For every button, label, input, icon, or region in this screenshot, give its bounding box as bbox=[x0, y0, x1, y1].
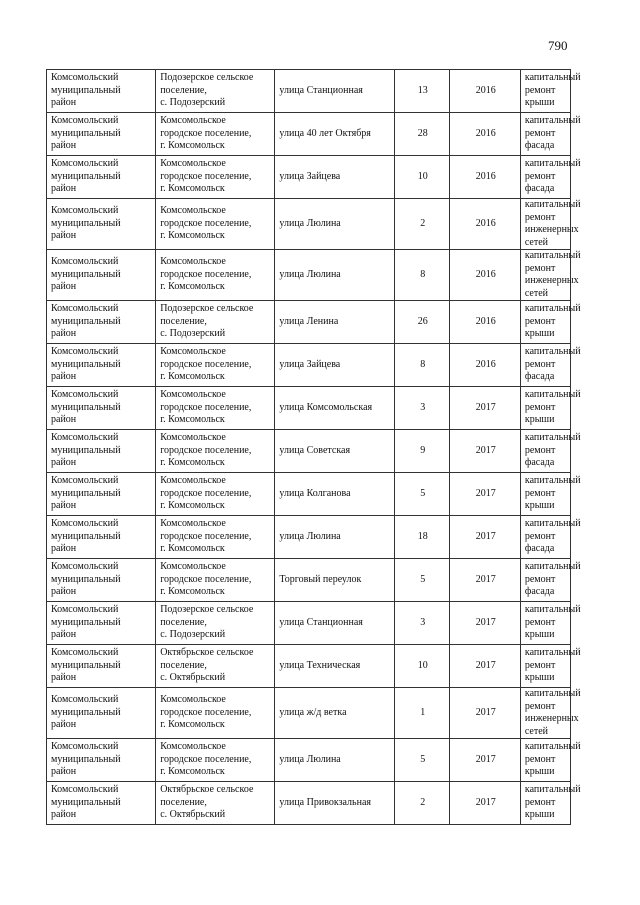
settlement-cell bbox=[156, 782, 275, 825]
street-cell bbox=[275, 156, 394, 199]
settlement-cell bbox=[156, 301, 275, 344]
district-cell-text: Комсомольский муниципальный район bbox=[51, 205, 121, 242]
settlement-cell bbox=[156, 156, 275, 199]
year-cell-text: 2017 bbox=[475, 573, 496, 585]
work-type-cell bbox=[520, 688, 581, 739]
street-cell bbox=[275, 113, 394, 156]
settlement-cell bbox=[156, 559, 275, 602]
year-cell bbox=[449, 430, 520, 473]
street-cell-text: улица Люлина bbox=[279, 217, 341, 229]
district-cell-text: Комсомольский муниципальный район bbox=[51, 115, 121, 152]
year-cell bbox=[449, 387, 520, 430]
house-number-cell-text: 8 bbox=[420, 358, 426, 370]
settlement-cell bbox=[156, 113, 275, 156]
table-row bbox=[47, 250, 571, 301]
district-cell bbox=[47, 430, 156, 473]
house-number-cell-text: 10 bbox=[417, 659, 428, 671]
street-cell-text: улица Зайцева bbox=[279, 170, 341, 182]
table-row bbox=[47, 559, 571, 602]
work-type-cell-text: капитальный ремонт крыши bbox=[524, 604, 581, 641]
work-type-cell-text: капитальный ремонт инженерных сетей bbox=[524, 688, 581, 737]
work-type-cell bbox=[520, 739, 581, 782]
street-cell-text: улица ж/д ветка bbox=[279, 706, 347, 718]
house-number-cell bbox=[394, 516, 449, 559]
settlement-cell-text: Комсомольское городское поселение, г. Комсомольск bbox=[160, 158, 252, 195]
street-cell-text: улица Советская bbox=[279, 444, 351, 456]
street-cell-text: улица Люлина bbox=[279, 530, 341, 542]
work-type-cell-text: капитальный ремонт инженерных сетей bbox=[524, 250, 581, 299]
house-number-cell-text: 10 bbox=[417, 170, 428, 182]
house-number-cell-text: 9 bbox=[420, 444, 426, 456]
house-number-cell bbox=[394, 559, 449, 602]
house-number-cell bbox=[394, 645, 449, 688]
district-cell bbox=[47, 739, 156, 782]
work-type-cell bbox=[520, 430, 581, 473]
year-cell-text: 2017 bbox=[475, 659, 496, 671]
house-number-cell bbox=[394, 156, 449, 199]
district-cell bbox=[47, 782, 156, 825]
year-cell-text: 2016 bbox=[475, 127, 496, 139]
district-cell-text: Комсомольский муниципальный район bbox=[51, 256, 121, 293]
table-row bbox=[47, 199, 571, 250]
house-number-cell bbox=[394, 430, 449, 473]
house-number-cell bbox=[394, 473, 449, 516]
house-number-cell bbox=[394, 782, 449, 825]
year-cell-text: 2016 bbox=[475, 84, 496, 96]
house-number-cell-text: 8 bbox=[420, 268, 426, 280]
district-cell bbox=[47, 645, 156, 688]
street-cell bbox=[275, 516, 394, 559]
work-type-cell-text: капитальный ремонт фасада bbox=[524, 561, 581, 598]
year-cell bbox=[449, 156, 520, 199]
district-cell bbox=[47, 199, 156, 250]
work-type-cell-text: капитальный ремонт крыши bbox=[524, 72, 581, 109]
table-row bbox=[47, 782, 571, 825]
settlement-cell bbox=[156, 516, 275, 559]
district-cell-text: Комсомольский муниципальный район bbox=[51, 741, 121, 778]
street-cell bbox=[275, 344, 394, 387]
year-cell-text: 2017 bbox=[475, 444, 496, 456]
house-number-cell bbox=[394, 250, 449, 301]
district-cell-text: Комсомольский муниципальный район bbox=[51, 475, 121, 512]
street-cell bbox=[275, 645, 394, 688]
house-number-cell bbox=[394, 199, 449, 250]
district-cell bbox=[47, 301, 156, 344]
year-cell bbox=[449, 473, 520, 516]
settlement-cell-text: Комсомольское городское поселение, г. Комсомольск bbox=[160, 205, 252, 242]
table-row bbox=[47, 473, 571, 516]
house-number-cell-text: 3 bbox=[420, 616, 426, 628]
work-type-cell bbox=[520, 156, 581, 199]
settlement-cell-text: Комсомольское городское поселение, г. Комсомольск bbox=[160, 518, 252, 555]
street-cell-text: улица Привокзальная bbox=[279, 796, 371, 808]
street-cell bbox=[275, 70, 394, 113]
street-cell-text: улица Ленина bbox=[279, 315, 339, 327]
year-cell-text: 2017 bbox=[475, 753, 496, 765]
house-number-cell-text: 28 bbox=[417, 127, 428, 139]
work-type-cell bbox=[520, 250, 581, 301]
work-type-cell bbox=[520, 113, 581, 156]
district-cell bbox=[47, 344, 156, 387]
settlement-cell bbox=[156, 250, 275, 301]
house-number-cell-text: 5 bbox=[420, 753, 426, 765]
district-cell bbox=[47, 156, 156, 199]
district-cell-text: Комсомольский муниципальный район bbox=[51, 432, 121, 469]
settlement-cell-text: Подозерское сельское поселение, с. Подозерский bbox=[160, 303, 254, 340]
house-number-cell-text: 26 bbox=[417, 315, 428, 327]
settlement-cell-text: Комсомольское городское поселение, г. Комсомольск bbox=[160, 256, 252, 293]
work-type-cell bbox=[520, 301, 581, 344]
street-cell-text: улица Люлина bbox=[279, 753, 341, 765]
house-number-cell bbox=[394, 387, 449, 430]
street-cell-text: Торговый переулок bbox=[279, 573, 362, 585]
table-row bbox=[47, 344, 571, 387]
district-cell-text: Комсомольский муниципальный район bbox=[51, 303, 121, 340]
table-row bbox=[47, 602, 571, 645]
district-cell-text: Комсомольский муниципальный район bbox=[51, 158, 121, 195]
settlement-cell-text: Комсомольское городское поселение, г. Комсомольск bbox=[160, 694, 252, 731]
year-cell bbox=[449, 113, 520, 156]
work-type-cell bbox=[520, 344, 581, 387]
settlement-cell-text: Комсомольское городское поселение, г. Комсомольск bbox=[160, 432, 252, 469]
house-number-cell bbox=[394, 301, 449, 344]
year-cell bbox=[449, 250, 520, 301]
work-type-cell bbox=[520, 70, 581, 113]
settlement-cell bbox=[156, 199, 275, 250]
year-cell bbox=[449, 199, 520, 250]
house-number-cell bbox=[394, 344, 449, 387]
district-cell bbox=[47, 602, 156, 645]
year-cell bbox=[449, 70, 520, 113]
work-type-cell-text: капитальный ремонт инженерных сетей bbox=[524, 199, 581, 248]
year-cell bbox=[449, 739, 520, 782]
settlement-cell bbox=[156, 473, 275, 516]
street-cell bbox=[275, 473, 394, 516]
work-type-cell-text: капитальный ремонт крыши bbox=[524, 741, 581, 778]
year-cell-text: 2016 bbox=[475, 315, 496, 327]
district-cell-text: Комсомольский муниципальный район bbox=[51, 784, 121, 821]
district-cell bbox=[47, 473, 156, 516]
settlement-cell-text: Подозерское сельское поселение, с. Подозерский bbox=[160, 604, 254, 641]
settlement-cell bbox=[156, 70, 275, 113]
street-cell bbox=[275, 782, 394, 825]
table-row bbox=[47, 70, 571, 113]
work-type-cell bbox=[520, 199, 581, 250]
house-number-cell-text: 13 bbox=[417, 84, 428, 96]
year-cell-text: 2017 bbox=[475, 706, 496, 718]
table-row bbox=[47, 516, 571, 559]
settlement-cell bbox=[156, 688, 275, 739]
work-type-cell-text: капитальный ремонт крыши bbox=[524, 303, 581, 340]
work-type-cell-text: капитальный ремонт фасада bbox=[524, 115, 581, 152]
year-cell bbox=[449, 344, 520, 387]
district-cell bbox=[47, 559, 156, 602]
settlement-cell-text: Комсомольское городское поселение, г. Комсомольск bbox=[160, 389, 252, 426]
year-cell bbox=[449, 301, 520, 344]
page-number: 790 bbox=[548, 38, 568, 53]
settlement-cell-text: Октябрьское сельское поселение, с. Октябрьский bbox=[160, 784, 254, 821]
street-cell bbox=[275, 250, 394, 301]
year-cell bbox=[449, 688, 520, 739]
house-number-cell bbox=[394, 70, 449, 113]
street-cell-text: улица Люлина bbox=[279, 268, 341, 280]
district-cell bbox=[47, 250, 156, 301]
work-type-cell-text: капитальный ремонт крыши bbox=[524, 647, 581, 684]
year-cell-text: 2017 bbox=[475, 796, 496, 808]
district-cell bbox=[47, 70, 156, 113]
work-type-cell bbox=[520, 559, 581, 602]
table-row bbox=[47, 430, 571, 473]
work-type-cell-text: капитальный ремонт фасада bbox=[524, 518, 581, 555]
year-cell-text: 2017 bbox=[475, 616, 496, 628]
street-cell-text: улица Комсомольская bbox=[279, 401, 373, 413]
house-number-cell-text: 3 bbox=[420, 401, 426, 413]
street-cell bbox=[275, 199, 394, 250]
street-cell bbox=[275, 739, 394, 782]
street-cell-text: улица Техническая bbox=[279, 659, 361, 671]
district-cell-text: Комсомольский муниципальный район bbox=[51, 647, 121, 684]
work-type-cell bbox=[520, 645, 581, 688]
settlement-cell-text: Комсомольское городское поселение, г. Комсомольск bbox=[160, 475, 252, 512]
house-number-cell bbox=[394, 602, 449, 645]
street-cell-text: улица Зайцева bbox=[279, 358, 341, 370]
work-type-cell bbox=[520, 782, 581, 825]
year-cell-text: 2017 bbox=[475, 487, 496, 499]
settlement-cell bbox=[156, 602, 275, 645]
street-cell bbox=[275, 301, 394, 344]
street-cell-text: улица Станционная bbox=[279, 84, 363, 96]
year-cell bbox=[449, 782, 520, 825]
work-type-cell bbox=[520, 516, 581, 559]
settlement-cell bbox=[156, 645, 275, 688]
year-cell-text: 2016 bbox=[475, 170, 496, 182]
work-type-cell bbox=[520, 602, 581, 645]
year-cell bbox=[449, 645, 520, 688]
year-cell-text: 2016 bbox=[475, 217, 496, 229]
district-cell-text: Комсомольский муниципальный район bbox=[51, 72, 121, 109]
year-cell bbox=[449, 559, 520, 602]
settlement-cell bbox=[156, 739, 275, 782]
year-cell bbox=[449, 516, 520, 559]
settlement-cell-text: Комсомольское городское поселение, г. Комсомольск bbox=[160, 741, 252, 778]
work-type-cell bbox=[520, 473, 581, 516]
year-cell-text: 2016 bbox=[475, 358, 496, 370]
house-number-cell-text: 5 bbox=[420, 573, 426, 585]
settlement-cell bbox=[156, 387, 275, 430]
house-number-cell-text: 2 bbox=[420, 796, 426, 808]
table-row bbox=[47, 387, 571, 430]
settlement-cell bbox=[156, 344, 275, 387]
table-row bbox=[47, 645, 571, 688]
work-type-cell-text: капитальный ремонт фасада bbox=[524, 432, 581, 469]
district-cell-text: Комсомольский муниципальный район bbox=[51, 518, 121, 555]
table-row bbox=[47, 688, 571, 739]
settlement-cell-text: Подозерское сельское поселение, с. Подозерский bbox=[160, 72, 254, 109]
district-cell-text: Комсомольский муниципальный район bbox=[51, 604, 121, 641]
year-cell bbox=[449, 602, 520, 645]
table-row bbox=[47, 156, 571, 199]
year-cell-text: 2017 bbox=[475, 401, 496, 413]
settlement-cell bbox=[156, 430, 275, 473]
district-cell-text: Комсомольский муниципальный район bbox=[51, 561, 121, 598]
street-cell bbox=[275, 688, 394, 739]
work-type-cell-text: капитальный ремонт фасада bbox=[524, 346, 581, 383]
district-cell-text: Комсомольский муниципальный район bbox=[51, 389, 121, 426]
table-row bbox=[47, 301, 571, 344]
house-number-cell-text: 1 bbox=[420, 706, 426, 718]
year-cell-text: 2017 bbox=[475, 530, 496, 542]
house-number-cell-text: 5 bbox=[420, 487, 426, 499]
house-number-cell bbox=[394, 113, 449, 156]
work-type-cell bbox=[520, 387, 581, 430]
street-cell bbox=[275, 387, 394, 430]
district-cell bbox=[47, 516, 156, 559]
street-cell-text: улица Колганова bbox=[279, 487, 351, 499]
table-row bbox=[47, 739, 571, 782]
house-number-cell bbox=[394, 739, 449, 782]
repair-registry-table bbox=[46, 69, 581, 825]
settlement-cell-text: Комсомольское городское поселение, г. Комсомольск bbox=[160, 346, 252, 383]
settlement-cell-text: Комсомольское городское поселение, г. Комсомольск bbox=[160, 115, 252, 152]
settlement-cell-text: Комсомольское городское поселение, г. Комсомольск bbox=[160, 561, 252, 598]
district-cell bbox=[47, 688, 156, 739]
street-cell bbox=[275, 602, 394, 645]
table-body bbox=[47, 70, 581, 825]
street-cell bbox=[275, 430, 394, 473]
house-number-cell-text: 18 bbox=[417, 530, 428, 542]
table-row bbox=[47, 113, 571, 156]
year-cell-text: 2016 bbox=[475, 268, 496, 280]
street-cell-text: улица 40 лет Октября bbox=[279, 127, 371, 139]
district-cell-text: Комсомольский муниципальный район bbox=[51, 346, 121, 383]
street-cell-text: улица Станционная bbox=[279, 616, 363, 628]
district-cell bbox=[47, 387, 156, 430]
work-type-cell-text: капитальный ремонт фасада bbox=[524, 158, 581, 195]
district-cell-text: Комсомольский муниципальный район bbox=[51, 694, 121, 731]
work-type-cell-text: капитальный ремонт крыши bbox=[524, 389, 581, 426]
work-type-cell-text: капитальный ремонт крыши bbox=[524, 475, 581, 512]
district-cell bbox=[47, 113, 156, 156]
settlement-cell-text: Октябрьское сельское поселение, с. Октябрьский bbox=[160, 647, 254, 684]
house-number-cell bbox=[394, 688, 449, 739]
house-number-cell-text: 2 bbox=[420, 217, 426, 229]
work-type-cell-text: капитальный ремонт крыши bbox=[524, 784, 581, 821]
street-cell bbox=[275, 559, 394, 602]
